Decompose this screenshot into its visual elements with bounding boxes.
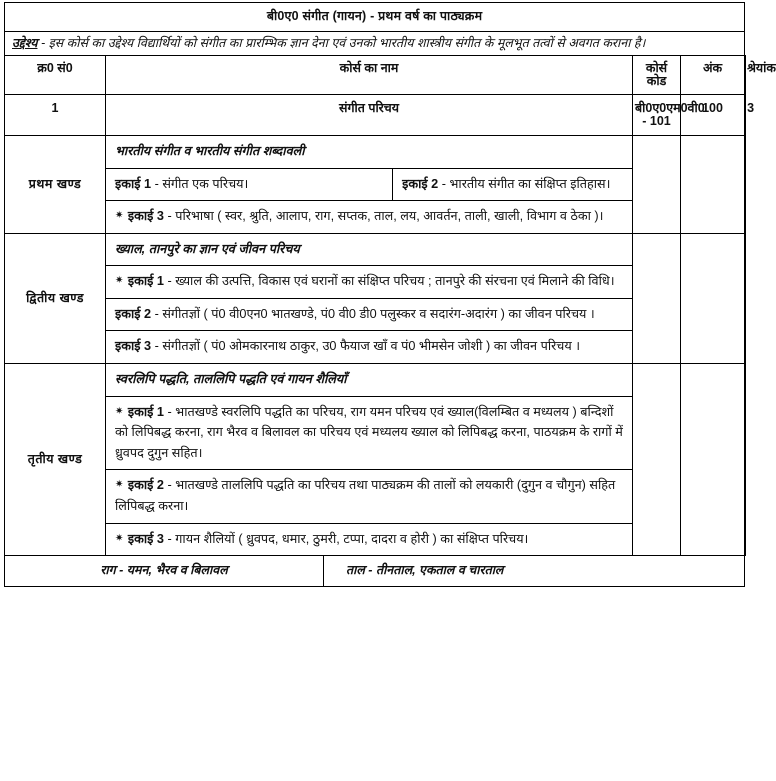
split-unit-row [106,168,632,201]
block-credits-cell-3 [745,364,746,556]
unit-text: - भातखण्डे ताललिपि पद्धति का परिचय तथा पाठ्यक्रम की तालों को लयकारी (दुगुन व चौगुन) सहित लिपिबद्ध करना। [115,478,616,513]
footer-row [5,556,746,587]
unit-row [106,470,632,523]
block-content-2 [106,233,633,363]
unit-label: इकाई 2 [127,478,164,493]
section-heading-row [106,234,632,266]
bullet-icon: ✷ [115,275,124,287]
header-serial: क्र0 सं0 [5,56,106,95]
unit-label: इकाई 2 [402,176,439,191]
block-marks-cell-2 [681,233,745,363]
section-heading-row [106,136,632,168]
bullet-icon: ✷ [115,479,124,491]
block-row-1 [5,136,746,234]
footer-raag: राग - यमन, भैरव व बिलावल [5,556,324,587]
unit-row [106,523,632,555]
unit-row [106,396,632,470]
unit-text: - संगीतज्ञों ( पं0 ओमकारनाथ ठाकुर, उ0 फैयाज खाँ व पं0 भीमसेन जोशी ) का जीवन परिचय । [151,339,581,354]
header-course-code: कोर्स कोड [633,56,681,95]
unit-label: इकाई 1 [115,176,152,191]
block-heading-1: भारतीय संगीत व भारतीय संगीत शब्दावली [106,136,632,168]
unit-label: इकाई 3 [127,531,164,546]
unit-text: - ख्याल की उत्पत्ति, विकास एवं घरानों का संक्षिप्त परिचय ; तानपुरे की संरचना एवं मिलाने की विधि। [164,274,615,289]
unit-text: - भातखण्डे स्वरलिपि पद्धति का परिचय, राग यमन परिचय एवं ख्याल(विलम्बित व मध्यलय ) बन्दिशों को लिपिबद्ध करना, राग भैरव व बिलावल का परिचय एवं मध्यलय ख्याल को लिपिबद्ध करना, पाठयक्रम के रागों में ध्रुवपद दुगुन सहित। [115,404,623,460]
unit-label: इकाई 1 [127,404,164,419]
bullet-icon: ✷ [115,405,124,417]
unit-row [106,266,632,299]
unit-cell-1b [393,168,632,201]
unit-row [106,331,632,363]
unit-cell-3c [106,523,632,555]
unit-label: इकाई 3 [115,339,152,354]
unit-text: - संगीतज्ञों ( पं0 वी0एन0 भातखण्डे, पं0 वी0 डी0 पलुस्कर व सदारंग-अदारंग ) का जीवन परिचय । [151,306,595,321]
unit-cell-3b [106,470,632,523]
title-row [5,3,746,32]
unit-text: - गायन शैलियों ( ध्रुवपद, धमार, ठुमरी, टप्पा, दादरा व होरी ) का संक्षिप्त परिचय। [164,531,529,546]
course-credits: 3 [747,101,755,115]
objective-label: उद्देश्य [12,35,38,50]
header-marks: अंक [681,56,745,95]
course-code: बी0ए0एम0वी0 - 101 [633,95,681,136]
unit-cell-1c [106,201,632,233]
block-content-1 [106,136,633,234]
objective-row [5,31,746,56]
header-course-name: कोर्स का नाम [106,56,633,95]
bullet-icon: ✷ [115,532,124,544]
course-marks: 100 [681,95,745,136]
unit-cell-3a [106,396,632,470]
units-table-3 [106,364,632,555]
course-row [5,95,746,136]
block-row-3 [5,364,746,556]
block-label-2: द्वितीय खण्ड [5,233,106,363]
unit-label: इकाई 3 [127,209,164,224]
footer-taal: ताल - तीनताल, एकताल व चारताल [324,556,745,587]
unit-text: - भारतीय संगीत का संक्षिप्त इतिहास। [438,176,611,191]
syllabus-table [4,2,776,587]
unit-cell-2b [106,298,632,331]
block-row-2 [5,233,746,363]
units-table-2 [106,234,632,363]
units-table-1 [106,136,632,233]
unit-text: - परिभाषा ( स्वर, श्रुति, आलाप, राग, सप्तक, ताल, लय, आवर्तन, ताली, खाली, विभाग व ठेका )। [164,209,604,224]
block-code-cell-1 [633,136,681,234]
unit-row [106,201,632,233]
course-serial: 1 [5,95,106,136]
block-code-cell-3 [633,364,681,556]
objective-cell [5,31,745,56]
unit-label: इकाई 2 [115,306,152,321]
unit-text: - संगीत एक परिचय। [151,176,249,191]
block-heading-3: स्वरलिपि पद्धति, ताललिपि पद्धति एवं गायन शैलियाँ [106,364,632,396]
course-name: संगीत परिचय [106,95,633,136]
block-label-3: तृतीय खण्ड [5,364,106,556]
unit-cell-2a [106,266,632,299]
unit-cell-1a [106,168,393,201]
unit-row [106,298,632,331]
header-credits: श्रेयांक [747,61,776,75]
objective-text: - इस कोर्स का उद्देश्य विद्यार्थियों को संगीत का प्रारम्भिक ज्ञान देना एवं उनको भारतीय शास्त्रीय संगीत के मूलभूत तत्वों से अवगत कराना है। [37,35,646,50]
block-heading-2: ख्याल, तानपुरे का ज्ञान एवं जीवन परिचय [106,234,632,266]
block-marks-cell-3 [681,364,745,556]
unit-cell-2c [106,331,632,363]
table-header-row [5,56,746,95]
block-credits-cell-1 [745,136,746,234]
unit-label: इकाई 1 [127,274,164,289]
section-heading-row [106,364,632,396]
block-marks-cell-1 [681,136,745,234]
bullet-icon: ✷ [115,210,124,222]
block-content-3 [106,364,633,556]
block-credits-cell-2 [745,233,746,363]
page-title: बी0ए0 संगीत (गायन) - प्रथम वर्ष का पाठ्यक्रम [5,3,745,32]
block-label-1: प्रथम खण्ड [5,136,106,234]
block-code-cell-2 [633,233,681,363]
